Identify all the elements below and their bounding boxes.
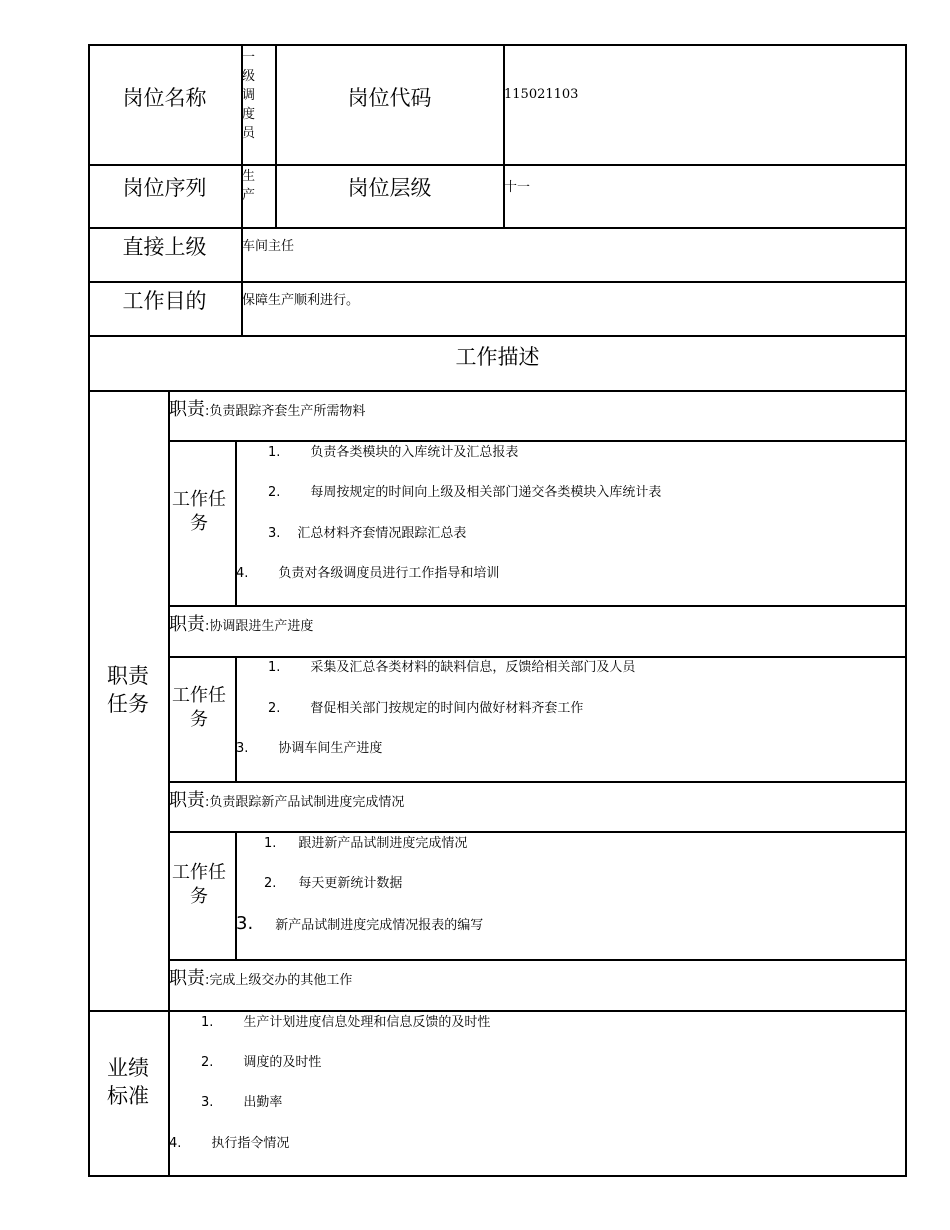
divider (88, 227, 907, 229)
divider (235, 656, 237, 782)
task-text: 汇总材料齐套情况跟踪汇总表 (297, 526, 467, 541)
divider (168, 959, 907, 961)
performance-item (201, 1013, 490, 1032)
task-text: 负责对各级调度员进行工作指导和培训 (278, 566, 500, 581)
performance-text: 调度的及时性 (243, 1055, 322, 1070)
divider (88, 164, 907, 166)
border-left (88, 44, 90, 1176)
duty-text: :负责跟踪齐套生产所需物料 (205, 404, 366, 419)
divider (503, 44, 505, 228)
performance-item (169, 1134, 289, 1153)
post-sequence-label: 岗位序列 (122, 176, 207, 200)
duty-prefix: 职责 (169, 968, 205, 989)
task-number: 4. (236, 566, 249, 581)
task-item (236, 739, 382, 758)
task-item (264, 874, 402, 893)
duties-label: 职责任务 (107, 664, 149, 716)
duty-prefix: 职责 (169, 614, 205, 635)
task-text: 新产品试制进度完成情况报表的编写 (275, 918, 484, 933)
divider (88, 281, 907, 283)
divider (168, 781, 907, 783)
divider (168, 605, 907, 607)
task-item (236, 564, 499, 583)
post-level-value: 十一 (504, 180, 531, 195)
task-number: 3. (236, 741, 249, 756)
duty-title (169, 395, 365, 421)
task-text: 跟进新产品试制进度完成情况 (298, 836, 468, 851)
performance-number: 2. (201, 1055, 214, 1070)
divider (168, 831, 907, 833)
task-number: 1. (268, 445, 281, 460)
performance-number: 4. (169, 1136, 182, 1151)
border-right (905, 44, 907, 1176)
task-text: 每周按规定的时间向上级及相关部门递交各类模块入库统计表 (310, 485, 662, 500)
performance-number: 1. (201, 1015, 214, 1030)
task-item (264, 834, 467, 853)
divider (88, 335, 907, 337)
border-top (88, 44, 907, 46)
duty-prefix: 职责 (169, 399, 205, 420)
divider (235, 831, 237, 960)
task-number: 1. (268, 660, 281, 675)
performance-label: 业绩标准 (107, 1056, 149, 1108)
task-number: 2. (264, 876, 277, 891)
purpose-label: 工作目的 (122, 289, 207, 313)
task-number: 2. (268, 485, 281, 500)
performance-number: 3. (201, 1095, 214, 1110)
task-item (236, 913, 483, 934)
task-item (268, 699, 583, 718)
duty-text: :完成上级交办的其他工作 (205, 973, 353, 988)
post-sequence-value: 生产 (242, 169, 256, 203)
performance-item (201, 1053, 321, 1072)
divider (88, 390, 907, 392)
task-item (268, 443, 518, 462)
task-item (268, 658, 635, 677)
duty-title (169, 964, 352, 990)
duty-text: :协调跟进生产进度 (205, 619, 314, 634)
performance-text: 执行指令情况 (211, 1136, 290, 1151)
task-item (268, 483, 661, 502)
task-text: 每天更新统计数据 (298, 876, 403, 891)
task-text: 负责各类模块的入库统计及汇总报表 (310, 445, 519, 460)
post-code-value: 115021103 (504, 87, 579, 102)
task-number: 2. (268, 701, 281, 716)
task-text: 采集及汇总各类材料的缺料信息，反馈给相关部门及人员 (310, 660, 636, 675)
task-item (268, 524, 466, 543)
duty-title (169, 610, 313, 636)
performance-item (201, 1093, 282, 1112)
task-label: 工作任务 (172, 862, 226, 907)
task-number: 3. (268, 526, 281, 541)
post-name-value: 一级调度员 (242, 50, 256, 141)
post-name-label: 岗位名称 (122, 86, 207, 110)
task-label: 工作任务 (172, 685, 226, 730)
duty-prefix: 职责 (169, 790, 205, 811)
duty-text: :负责跟踪新产品试制进度完成情况 (205, 795, 405, 810)
task-number: 3. (236, 913, 254, 934)
performance-text: 出勤率 (243, 1095, 283, 1110)
purpose-value: 保障生产顺利进行。 (242, 293, 360, 308)
superior-value: 车间主任 (242, 239, 295, 254)
divider (88, 1010, 907, 1012)
post-level-label: 岗位层级 (347, 176, 432, 200)
task-text: 协调车间生产进度 (278, 741, 383, 756)
border-bottom (88, 1175, 907, 1177)
task-label: 工作任务 (172, 489, 226, 534)
performance-text: 生产计划进度信息处理和信息反馈的及时性 (243, 1015, 491, 1030)
divider (168, 440, 907, 442)
duty-title (169, 786, 404, 812)
task-number: 1. (264, 836, 277, 851)
superior-label: 直接上级 (122, 235, 207, 259)
task-text: 督促相关部门按规定的时间内做好材料齐套工作 (310, 701, 584, 716)
post-code-label: 岗位代码 (347, 86, 432, 110)
description-title: 工作描述 (455, 345, 540, 369)
